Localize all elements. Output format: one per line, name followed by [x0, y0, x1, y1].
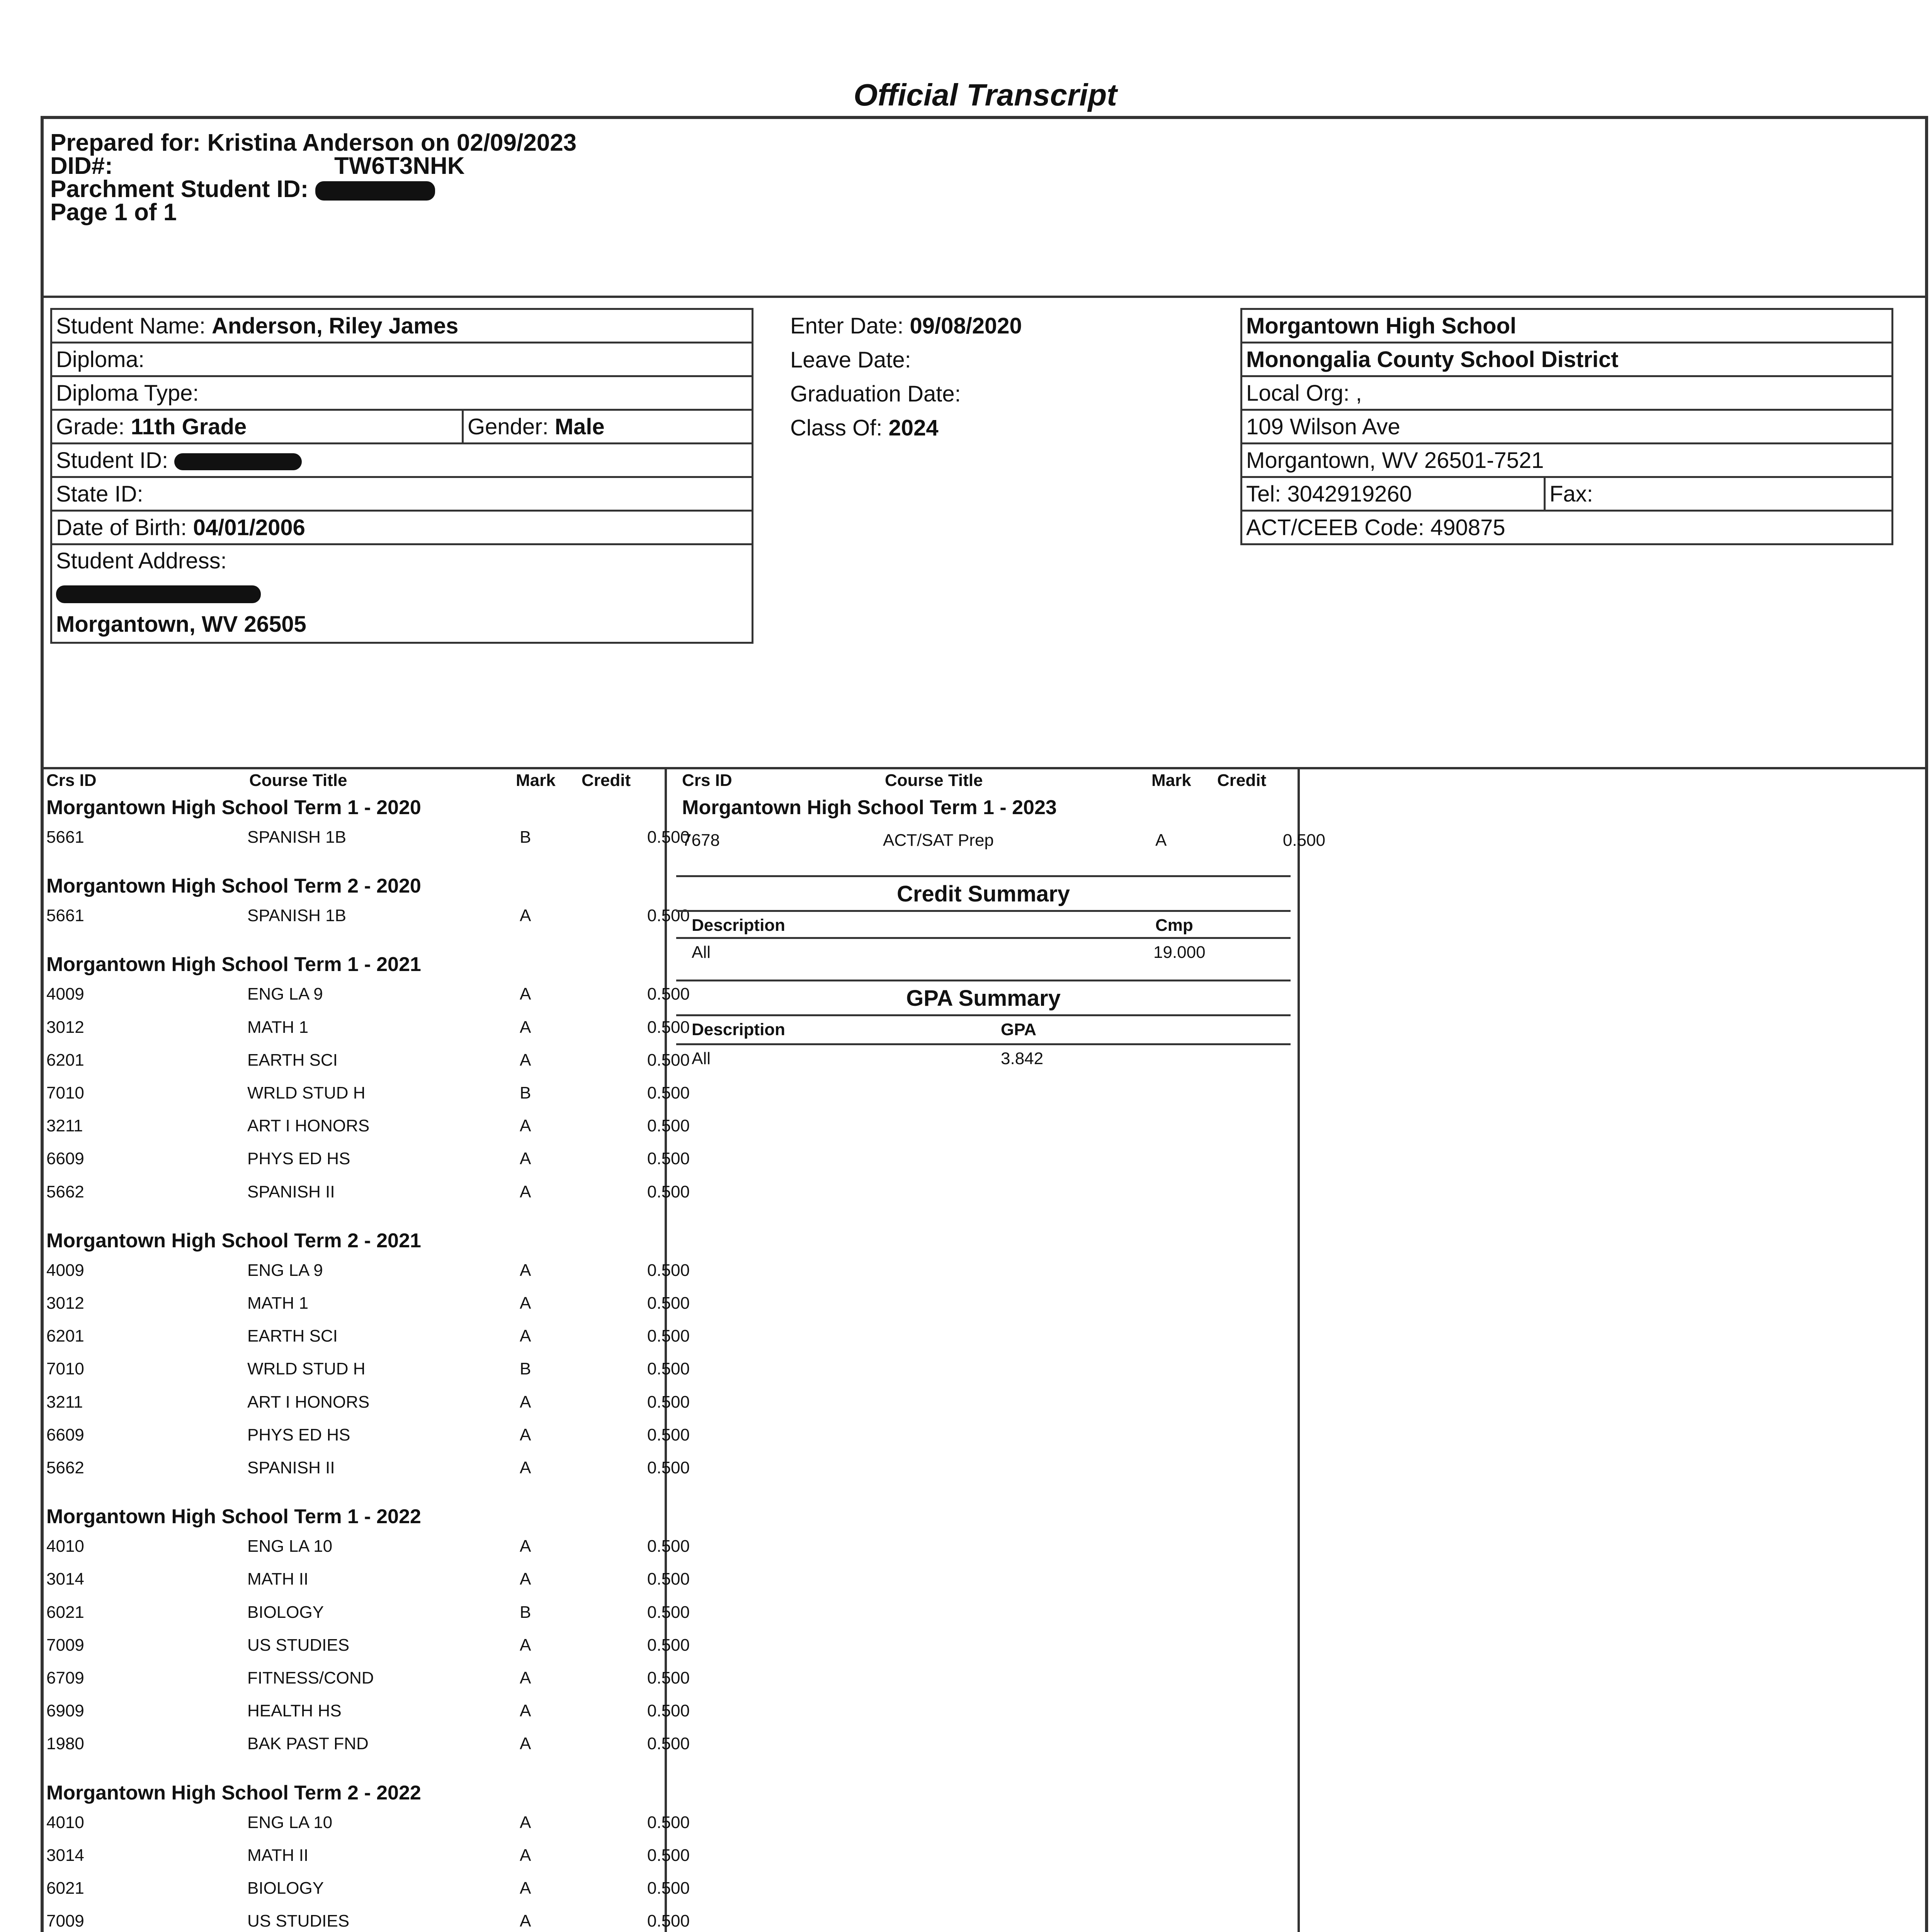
credit-summary-header — [692, 916, 1291, 935]
course-row — [46, 1668, 690, 1689]
course-credit: 0.500 — [647, 1570, 690, 1589]
school-fax: Fax: — [1545, 477, 1893, 511]
course-id: 6609 — [46, 1425, 84, 1444]
course-id: 7009 — [46, 1635, 84, 1655]
course-row — [46, 1701, 690, 1721]
column-header-mark: Mark — [516, 771, 556, 790]
gpa-summary-col-gpa: GPA — [1001, 1020, 1037, 1039]
course-title: EARTH SCI — [247, 1327, 338, 1346]
course-id: 5662 — [46, 1182, 84, 1201]
course-id: 6709 — [46, 1668, 84, 1687]
gpa-summary-header — [692, 1020, 1291, 1039]
course-mark: A — [520, 985, 531, 1004]
gpa-summary-col-description: Description — [692, 1020, 786, 1039]
course-id: 6201 — [46, 1327, 84, 1346]
dob-cell: Date of Birth: 04/01/2006 — [51, 511, 753, 544]
course-row — [46, 1294, 690, 1314]
school-street: 109 Wilson Ave — [1242, 410, 1893, 444]
grade-value: 11th Grade — [131, 414, 247, 439]
course-credit: 0.500 — [647, 1017, 690, 1037]
course-title: MATH II — [247, 1845, 309, 1865]
course-row — [46, 1813, 690, 1833]
course-credit: 0.500 — [647, 1668, 690, 1687]
course-title: US STUDIES — [247, 1912, 350, 1931]
course-title: BAK PAST FND — [247, 1734, 369, 1753]
school-city: Morgantown, WV 26501-7521 — [1242, 444, 1893, 477]
course-credit: 0.500 — [647, 1182, 690, 1201]
course-id: 3211 — [46, 1116, 83, 1136]
course-id: 6909 — [46, 1701, 84, 1721]
course-id: 4009 — [46, 1260, 84, 1280]
course-row — [46, 828, 690, 848]
course-title: BIOLOGY — [247, 1602, 324, 1622]
course-row — [46, 1359, 690, 1379]
graduation-date: Graduation Date: — [790, 381, 961, 406]
course-title: PHYS ED HS — [247, 1425, 350, 1444]
course-credit: 0.500 — [647, 1537, 690, 1556]
course-title: SPANISH 1B — [247, 906, 346, 925]
gender-value: Male — [554, 414, 605, 439]
credit-summary-rule — [676, 910, 1291, 912]
course-mark: B — [520, 1359, 531, 1379]
credit-summary-rule — [676, 875, 1291, 877]
credit-summary-col-description: Description — [692, 916, 786, 935]
school-info-box — [1240, 308, 1893, 545]
course-mark: A — [520, 1570, 531, 1589]
course-id: 6201 — [46, 1050, 84, 1070]
student-id-cell: Student ID: — [51, 444, 753, 477]
course-title: WRLD STUD H — [247, 1359, 366, 1379]
course-credit: 0.500 — [647, 1392, 690, 1412]
course-credit: 0.500 — [647, 1149, 690, 1168]
course-credit: 0.500 — [647, 1116, 690, 1136]
parchment-student-id — [50, 178, 435, 201]
parchment-student-id-label: Parchment Student ID: — [50, 176, 309, 202]
gender-cell: Gender: Male — [463, 410, 753, 444]
course-title: ART I HONORS — [247, 1392, 370, 1412]
course-credit: 0.500 — [647, 985, 690, 1004]
course-row — [46, 1327, 690, 1347]
course-credit: 0.500 — [647, 1813, 690, 1832]
course-credit: 0.500 — [647, 1734, 690, 1753]
course-credit: 0.500 — [647, 828, 690, 847]
course-credit: 0.500 — [647, 1050, 690, 1070]
course-id: 6021 — [46, 1879, 84, 1898]
column-divider-1 — [665, 767, 667, 1932]
course-credit: 0.500 — [647, 1260, 690, 1280]
enter-date: Enter Date: 09/08/2020 — [790, 313, 1022, 338]
redaction-mark — [56, 585, 261, 603]
course-mark: A — [520, 1182, 531, 1201]
gpa-summary-rule — [676, 1014, 1291, 1016]
credit-summary-col-cmp: Cmp — [1155, 916, 1193, 935]
credit-summary-row — [692, 943, 1291, 962]
student-info-box — [50, 308, 753, 644]
credit-summary-title: Credit Summary — [896, 881, 1070, 906]
course-credit: 0.500 — [647, 1425, 690, 1444]
course-title: EARTH SCI — [247, 1050, 338, 1070]
course-mark: A — [520, 1017, 531, 1037]
course-credit: 0.500 — [1282, 831, 1325, 850]
leave-date: Leave Date: — [790, 347, 911, 372]
course-row — [46, 1734, 690, 1754]
course-title: BIOLOGY — [247, 1879, 324, 1898]
diploma-type-cell: Diploma Type: — [51, 376, 753, 410]
course-credit: 0.500 — [647, 1083, 690, 1102]
dob-value: 04/01/2006 — [193, 515, 305, 540]
school-district: Monongalia County School District — [1242, 343, 1893, 376]
course-row — [682, 831, 1325, 851]
course-id: 5662 — [46, 1458, 84, 1477]
course-credit: 0.500 — [647, 1845, 690, 1865]
course-id: 3012 — [46, 1294, 84, 1313]
course-mark: A — [520, 1537, 531, 1556]
course-title: SPANISH II — [247, 1182, 335, 1201]
student-name: Anderson, Riley James — [212, 313, 459, 338]
course-mark: A — [520, 1635, 531, 1655]
course-title: ART I HONORS — [247, 1116, 370, 1136]
course-credit: 0.500 — [647, 906, 690, 925]
ceeb-code: ACT/CEEB Code: 490875 — [1242, 511, 1893, 544]
course-credit: 0.500 — [647, 1879, 690, 1898]
course-mark: B — [520, 1083, 531, 1102]
course-id: 3012 — [46, 1017, 84, 1037]
diploma-cell: Diploma: — [51, 343, 753, 376]
course-title: ENG LA 9 — [247, 985, 323, 1004]
course-title: SPANISH II — [247, 1458, 335, 1477]
course-row — [46, 1083, 690, 1104]
course-mark: A — [520, 906, 531, 925]
course-id: 3211 — [46, 1392, 83, 1412]
gpa-summary-title: GPA Summary — [906, 986, 1061, 1011]
course-mark: A — [520, 1327, 531, 1346]
column-header-mark: Mark — [1151, 771, 1191, 790]
course-title: MATH 1 — [247, 1017, 309, 1037]
course-id: 6609 — [46, 1149, 84, 1168]
term-heading: Morgantown High School Term 1 - 2020 — [46, 796, 421, 819]
course-row — [46, 1050, 690, 1071]
course-mark: A — [520, 1701, 531, 1721]
credit-summary-rule — [676, 937, 1291, 939]
redaction-mark — [315, 181, 435, 201]
course-title: ENG LA 10 — [247, 1813, 333, 1832]
column-header-credit: Credit — [582, 771, 631, 790]
column-header-id: Crs ID — [46, 771, 97, 790]
course-id: 7010 — [46, 1359, 84, 1379]
course-id: 4010 — [46, 1537, 84, 1556]
course-id: 4009 — [46, 985, 84, 1004]
redaction-mark — [174, 453, 302, 470]
term-heading: Morgantown High School Term 2 - 2021 — [46, 1229, 421, 1252]
prepared-for: Prepared for: Kristina Anderson on 02/09/2023 — [50, 129, 577, 156]
course-id: 3014 — [46, 1845, 84, 1865]
course-id: 5661 — [46, 906, 84, 925]
course-title: ACT/SAT Prep — [883, 831, 994, 850]
course-id: 5661 — [46, 828, 84, 847]
course-mark: A — [520, 1879, 531, 1898]
course-row — [46, 1570, 690, 1590]
term-heading: Morgantown High School Term 2 - 2022 — [46, 1781, 421, 1804]
course-credit: 0.500 — [647, 1701, 690, 1721]
course-row — [46, 1260, 690, 1281]
term-heading: Morgantown High School Term 1 - 2023 — [682, 796, 1057, 819]
enrollment-dates — [790, 309, 1022, 445]
course-title: PHYS ED HS — [247, 1149, 350, 1168]
course-mark: A — [520, 1149, 531, 1168]
course-row — [46, 1537, 690, 1557]
course-title: MATH 1 — [247, 1294, 309, 1313]
course-mark: A — [520, 1050, 531, 1070]
course-row — [46, 1912, 690, 1932]
course-row — [46, 1879, 690, 1899]
course-credit: 0.500 — [647, 1294, 690, 1313]
header-divider — [42, 296, 1927, 298]
course-title: US STUDIES — [247, 1635, 350, 1655]
course-title: MATH II — [247, 1570, 309, 1589]
course-mark: A — [1155, 831, 1167, 850]
course-title: FITNESS/COND — [247, 1668, 374, 1687]
course-row — [46, 1116, 690, 1136]
local-org: Local Org: , — [1242, 376, 1893, 410]
address-city: Morgantown, WV 26505 — [56, 612, 306, 637]
course-row — [46, 1635, 690, 1656]
course-mark: A — [520, 1813, 531, 1832]
term-heading: Morgantown High School Term 2 - 2020 — [46, 875, 421, 898]
course-row — [46, 1602, 690, 1623]
course-id: 6021 — [46, 1602, 84, 1622]
course-id: 7678 — [682, 831, 720, 850]
state-id-cell: State ID: — [51, 477, 753, 511]
did-value: TW6T3NHK — [334, 153, 465, 179]
term-heading: Morgantown High School Term 1 - 2021 — [46, 953, 421, 976]
course-credit: 0.500 — [647, 1359, 690, 1379]
courses-divider — [42, 767, 1927, 769]
did-label: DID#: — [50, 153, 113, 179]
gpa-summary-row-gpa: 3.842 — [1001, 1049, 1044, 1068]
gpa-summary-rule — [676, 1043, 1291, 1045]
course-mark: A — [520, 1260, 531, 1280]
course-mark: A — [520, 1912, 531, 1931]
course-id: 7010 — [46, 1083, 84, 1102]
credit-summary-row-description: All — [692, 943, 711, 962]
course-credit: 0.500 — [647, 1602, 690, 1622]
column-header-row — [682, 771, 1296, 790]
column-header-row — [46, 771, 665, 790]
course-row — [46, 906, 690, 926]
address-cell: Student Address: Morgantown, WV 26505 — [51, 544, 753, 643]
course-row — [46, 1149, 690, 1169]
course-row — [46, 1425, 690, 1446]
grade-cell: Grade: 11th Grade — [51, 410, 463, 444]
course-title: ENG LA 9 — [247, 1260, 323, 1280]
course-credit: 0.500 — [647, 1327, 690, 1346]
course-credit: 0.500 — [647, 1458, 690, 1477]
column-header-credit: Credit — [1217, 771, 1267, 790]
course-mark: A — [520, 1294, 531, 1313]
course-row — [46, 985, 690, 1005]
course-mark: B — [520, 1602, 531, 1622]
course-id: 1980 — [46, 1734, 84, 1753]
course-id: 4010 — [46, 1813, 84, 1832]
course-row — [46, 1392, 690, 1413]
course-mark: A — [520, 1458, 531, 1477]
course-row — [46, 1182, 690, 1202]
credit-summary-row-cmp: 19.000 — [1153, 943, 1206, 962]
column-divider-2 — [1298, 767, 1300, 1932]
column-header-title: Course Title — [249, 771, 347, 790]
gpa-summary-row — [692, 1049, 1291, 1068]
course-title: HEALTH HS — [247, 1701, 342, 1721]
course-title: SPANISH 1B — [247, 828, 346, 847]
page-count: Page 1 of 1 — [50, 199, 177, 226]
course-mark: A — [520, 1668, 531, 1687]
column-header-id: Crs ID — [682, 771, 732, 790]
course-credit: 0.500 — [647, 1635, 690, 1655]
course-id: 7009 — [46, 1912, 84, 1931]
course-mark: A — [520, 1425, 531, 1444]
course-mark: A — [520, 1845, 531, 1865]
school-tel: Tel: 3042919260 — [1242, 477, 1545, 511]
course-row — [46, 1017, 690, 1038]
course-title: ENG LA 10 — [247, 1537, 333, 1556]
term-heading: Morgantown High School Term 1 - 2022 — [46, 1505, 421, 1528]
gpa-summary-rule — [676, 980, 1291, 981]
course-title: WRLD STUD H — [247, 1083, 366, 1102]
course-credit: 0.500 — [647, 1912, 690, 1931]
student-name-cell: Student Name: Anderson, Riley James — [51, 309, 753, 343]
course-row — [46, 1845, 690, 1866]
course-mark: A — [520, 1734, 531, 1753]
course-mark: A — [520, 1116, 531, 1136]
course-mark: B — [520, 828, 531, 847]
school-name: Morgantown High School — [1242, 309, 1893, 343]
course-row — [46, 1458, 690, 1478]
class-of: Class Of: 2024 — [790, 415, 939, 440]
gpa-summary-row-description: All — [692, 1049, 711, 1068]
column-header-title: Course Title — [885, 771, 983, 790]
course-mark: A — [520, 1392, 531, 1412]
document-title: Official Transcript — [854, 78, 1117, 112]
course-id: 3014 — [46, 1570, 84, 1589]
